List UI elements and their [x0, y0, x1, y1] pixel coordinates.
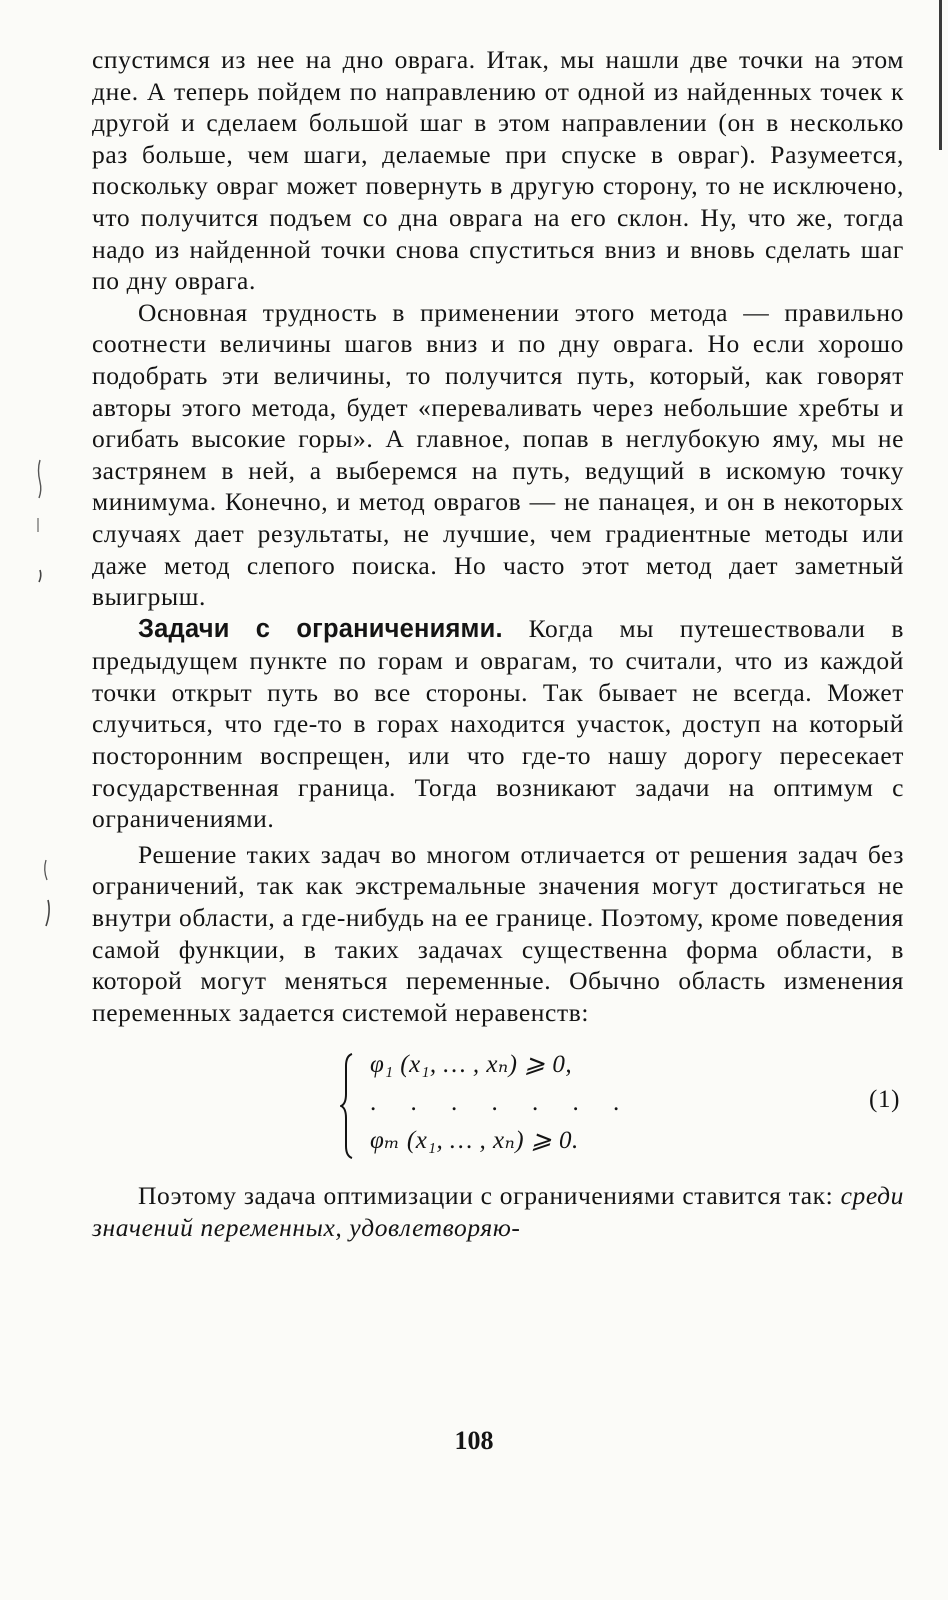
equation-number: (1)	[869, 1086, 900, 1114]
section-heading: Задачи с ограничениями.	[138, 614, 503, 643]
paragraph-3-body: Когда мы путешествовали в предыдущем пункте по горам и оврагам, то считали, что из каждой точки открыт путь во все стороны. Так бывает не всегда. Может случиться, что где-то в горах находится участок, доступ на который посторонним воспрещен, или что где-то нашу дорогу пересекает государственная граница. Тогда возникают задачи на оптимум с ограничениями.	[92, 613, 904, 834]
paragraph-4: Решение таких задач во многом отличается от решения задач без ограничений, так как экстремальные значения могут достигаться не внутри области, а где-нибудь на ее границе. Поэтому, кроме поведения самой функции, в таких задачах существенна форма области, в которой могут меняться переменные. Обычно область изменения переменных задается системой неравенств:	[92, 839, 904, 1027]
paragraph-5-body: Поэтому задача оптимизации с ограничениями ставится так:	[138, 1181, 841, 1211]
margin-scan-marks	[28, 430, 58, 950]
equation-line-1: φ₁ (x₁, … , xₙ) ⩾ 0,	[370, 1051, 573, 1079]
left-brace-icon	[340, 1052, 354, 1160]
paragraph-3	[92, 613, 904, 835]
paragraph-1: спустимся из нее на дно оврага. Итак, мы нашли две точки на этом дне. А теперь пойдем по направлению от одной из найденных точек к другой и сделаем большой шаг в этом направлении (он в несколько раз больше, чем шаги, делаемые при спуске в овраг). Разумеется, поскольку овраг может повернуть в другую сторону, то не исключено, что получится подъем со дна оврага на его склон. Ну, что же, тогда надо из найденной точки снова спуститься вниз и вновь сделать шаг по дну оврага.	[92, 45, 904, 296]
page-number: 108	[454, 1426, 494, 1455]
inequality-system	[92, 1046, 904, 1166]
page-edge-mark	[939, 0, 942, 150]
paragraph-2: Основная трудность в применении этого метода — правильно соотнести величины шагов вниз и по дну оврага. Но если хорошо подобрать эти величины, то получится путь, который, как говорят авторы этого метода, будет «переваливать через небольшие хребты и огибать высокие горы». А главное, попав в неглубокую яму, мы не застрянем в ней, а выберемся на путь, ведущий в искомую точку минимума. Конечно, и метод оврагов — не панацея, и он в некоторых случаях дает результаты, не лучшие, чем градиентные методы или даже метод слепого поиска. Но часто этот метод дает заметный выигрыш.	[92, 297, 904, 612]
equation-dots: . . . . . . .	[370, 1089, 634, 1117]
equation-lines	[370, 1046, 633, 1160]
page-body	[92, 44, 904, 1244]
paragraph-5-italic: среди значений переменных, удовлетворяю-	[92, 1181, 904, 1242]
equation-line-2: φₘ (x₁, … , xₙ) ⩾ 0.	[370, 1127, 579, 1155]
paragraph-5	[92, 1180, 904, 1243]
